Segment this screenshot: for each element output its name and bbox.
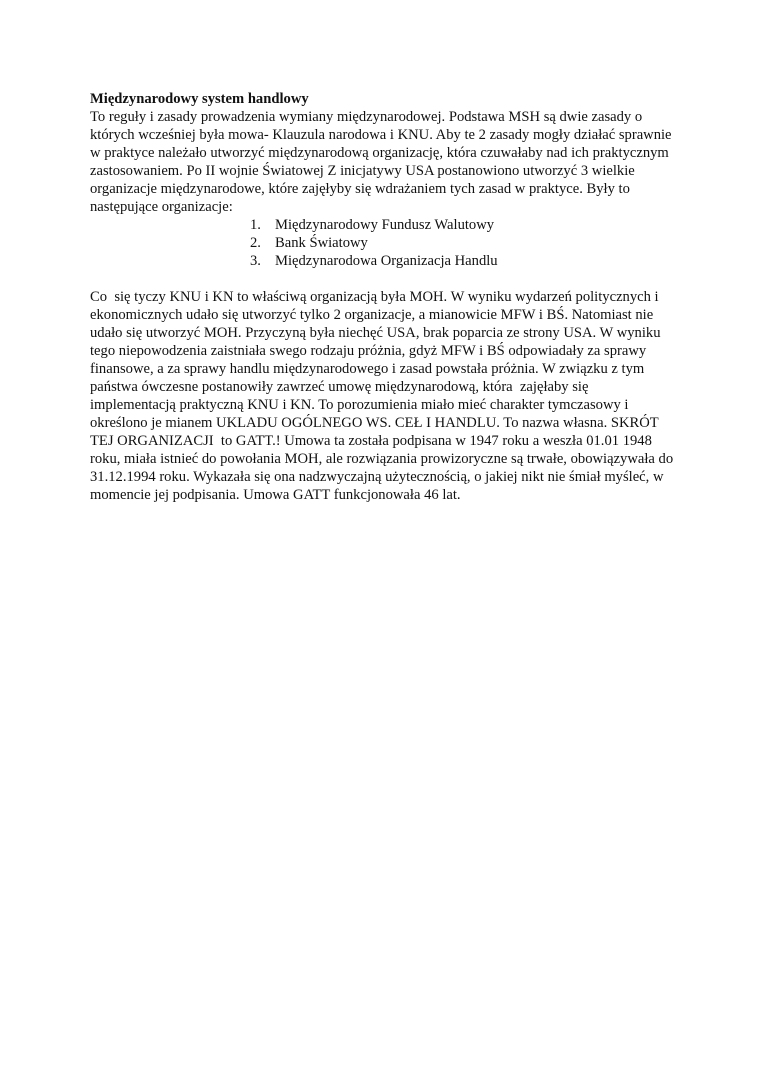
document-title: Międzynarodowy system handlowy bbox=[90, 91, 309, 107]
paragraph-main: Co się tyczy KNU i KN to właściwą organizacją była MOH. W wyniku wydarzeń politycznych i ekonomicznych udało się utworzyć tylko 2 organizacje, a mianowicie MFW i BŚ. Natomiast nie udało się utworzyć MOH. Przyczyną była niechęć USA, brak poparcia ze strony USA. W wyniku tego niepowodzenia zaistniała swego rodzaju próżnia, gdyż MFW i BŚ odpowiadały za sprawy finansowe, a za sprawy handlu międzynarodowego i zasad powstała próżnia. W związku z tym państwa ówczesne postanowiły zawrzeć umowę międzynarodową, która zajęłaby się implementacją praktyczną KNU i KN. To porozumienia miało mieć charakter tymczasowy i określono je mianem UKLADU OGÓLNEGO WS. CEŁ I HANDLU. To nazwa własna. SKRÓT TEJ ORGANIZACJI to GATT.! Umowa ta została podpisana w 1947 roku a weszła 01.01 1948 roku, miała istnieć do powołania MOH, ale rozwiązania prowizoryczne są trwałe, obowiązywała do 31.12.1994 roku. Wykazała się ona nadzwyczajną użytecznością, o jakiej nikt nie śmiał myśleć, w momencie jej podpisania. Umowa GATT funkcjonowała 46 lat. bbox=[90, 289, 677, 503]
list-item-number: 1. bbox=[250, 217, 261, 233]
document-body bbox=[90, 90, 676, 504]
organization-list bbox=[90, 216, 676, 270]
list-item-text: Bank Światowy bbox=[275, 235, 368, 251]
list-item-text: Międzynarodowy Fundusz Walutowy bbox=[275, 217, 495, 233]
list-item bbox=[90, 234, 676, 252]
list-item-number: 2. bbox=[250, 235, 261, 251]
list-item bbox=[90, 252, 676, 270]
list-item-number: 3. bbox=[250, 253, 261, 269]
list-item-text: Międzynarodowa Organizacja Handlu bbox=[275, 253, 498, 269]
paragraph-intro: To reguły i zasady prowadzenia wymiany międzynarodowej. Podstawa MSH są dwie zasady o których wcześniej była mowa- Klauzula narodowa i KNU. Aby te 2 zasady mogły działać sprawnie w praktyce należało utworzyć międzynarodową organizację, która czuwałaby nad ich praktycznym zastosowaniem. Po II wojnie Światowej Z inicjatywy USA postanowiono utworzyć 3 wielkie organizacje międzynarodowe, które zajęłyby się wdrażaniem tych zasad w praktyce. Były to następujące organizacje: bbox=[90, 109, 672, 215]
paragraph-spacer bbox=[90, 270, 676, 288]
list-item bbox=[90, 216, 676, 234]
